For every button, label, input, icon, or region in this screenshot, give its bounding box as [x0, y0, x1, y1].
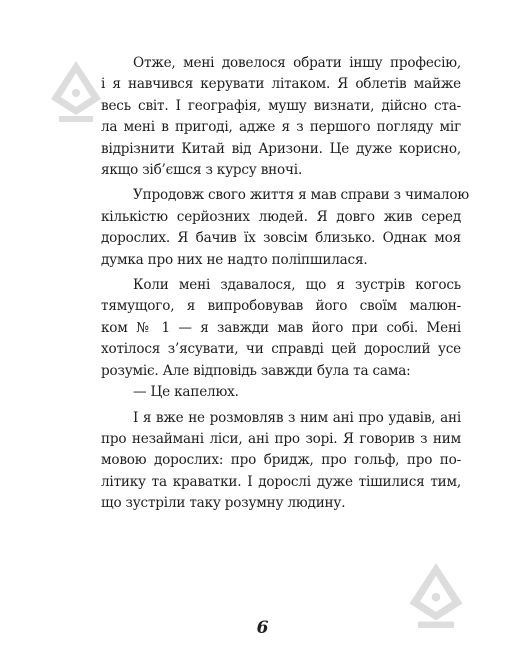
pen-nib-watermark-icon [47, 59, 105, 123]
text-line: відрізнити Китай від Аризони. Це дуже корисно, [101, 140, 461, 157]
paragraph [101, 275, 461, 403]
text-line: думка про них не надто поліпшилася. [101, 251, 368, 268]
text-line: ком № 1 — я завжди мав його при собі. Мені [101, 319, 461, 336]
paragraph [101, 408, 461, 515]
paragraph [101, 53, 461, 181]
text-line: і я навчився керувати літаком. Я облетів майже [101, 76, 461, 93]
text-line: Коли мені здавалося, що я зустрів когось [133, 277, 461, 294]
text-line: про незаймані ліси, ані про зорі. Я говорив з ним [101, 430, 461, 447]
page-body-text [101, 53, 469, 519]
text-line: якщо зіб’єшся з курсу вночі. [101, 162, 303, 179]
page-number: 6 [256, 618, 269, 638]
text-line: тямущого, я випробовував його своїм малюн- [101, 298, 461, 315]
text-line: мовою дорослих: про бридж, про гольф, про по- [101, 452, 461, 469]
text-line: літику та краватки. І дорослі дуже тішилися тим, [101, 473, 461, 490]
text-line: кількістю серйозних людей. Я довго жив серед [101, 208, 461, 225]
paragraph [101, 185, 469, 271]
text-line: ла мені в пригоді, адже я з першого погляду міг [101, 119, 461, 136]
text-line: Отже, мені довелося обрати іншу професію, [133, 55, 461, 71]
text-line: розуміє. Але відповідь завжди була та сама: [101, 362, 411, 379]
dialogue-line: — Це капелюх. [133, 384, 239, 401]
text-line: дорослих. Я бачив їх зовсім близько. Однак моя [101, 230, 461, 247]
text-line: що зустріли таку розумну людину. [101, 495, 346, 512]
text-line: хотілося з’ясувати, чи справді цей дорослий усе [101, 341, 461, 358]
text-line: весь світ. І географія, мушу визнати, дійсно ста- [101, 97, 461, 114]
text-line: Упродовж свого життя я мав справи з чималою [133, 187, 469, 204]
text-line: І я вже не розмовляв з ним ані про удавів, ані [133, 409, 461, 426]
